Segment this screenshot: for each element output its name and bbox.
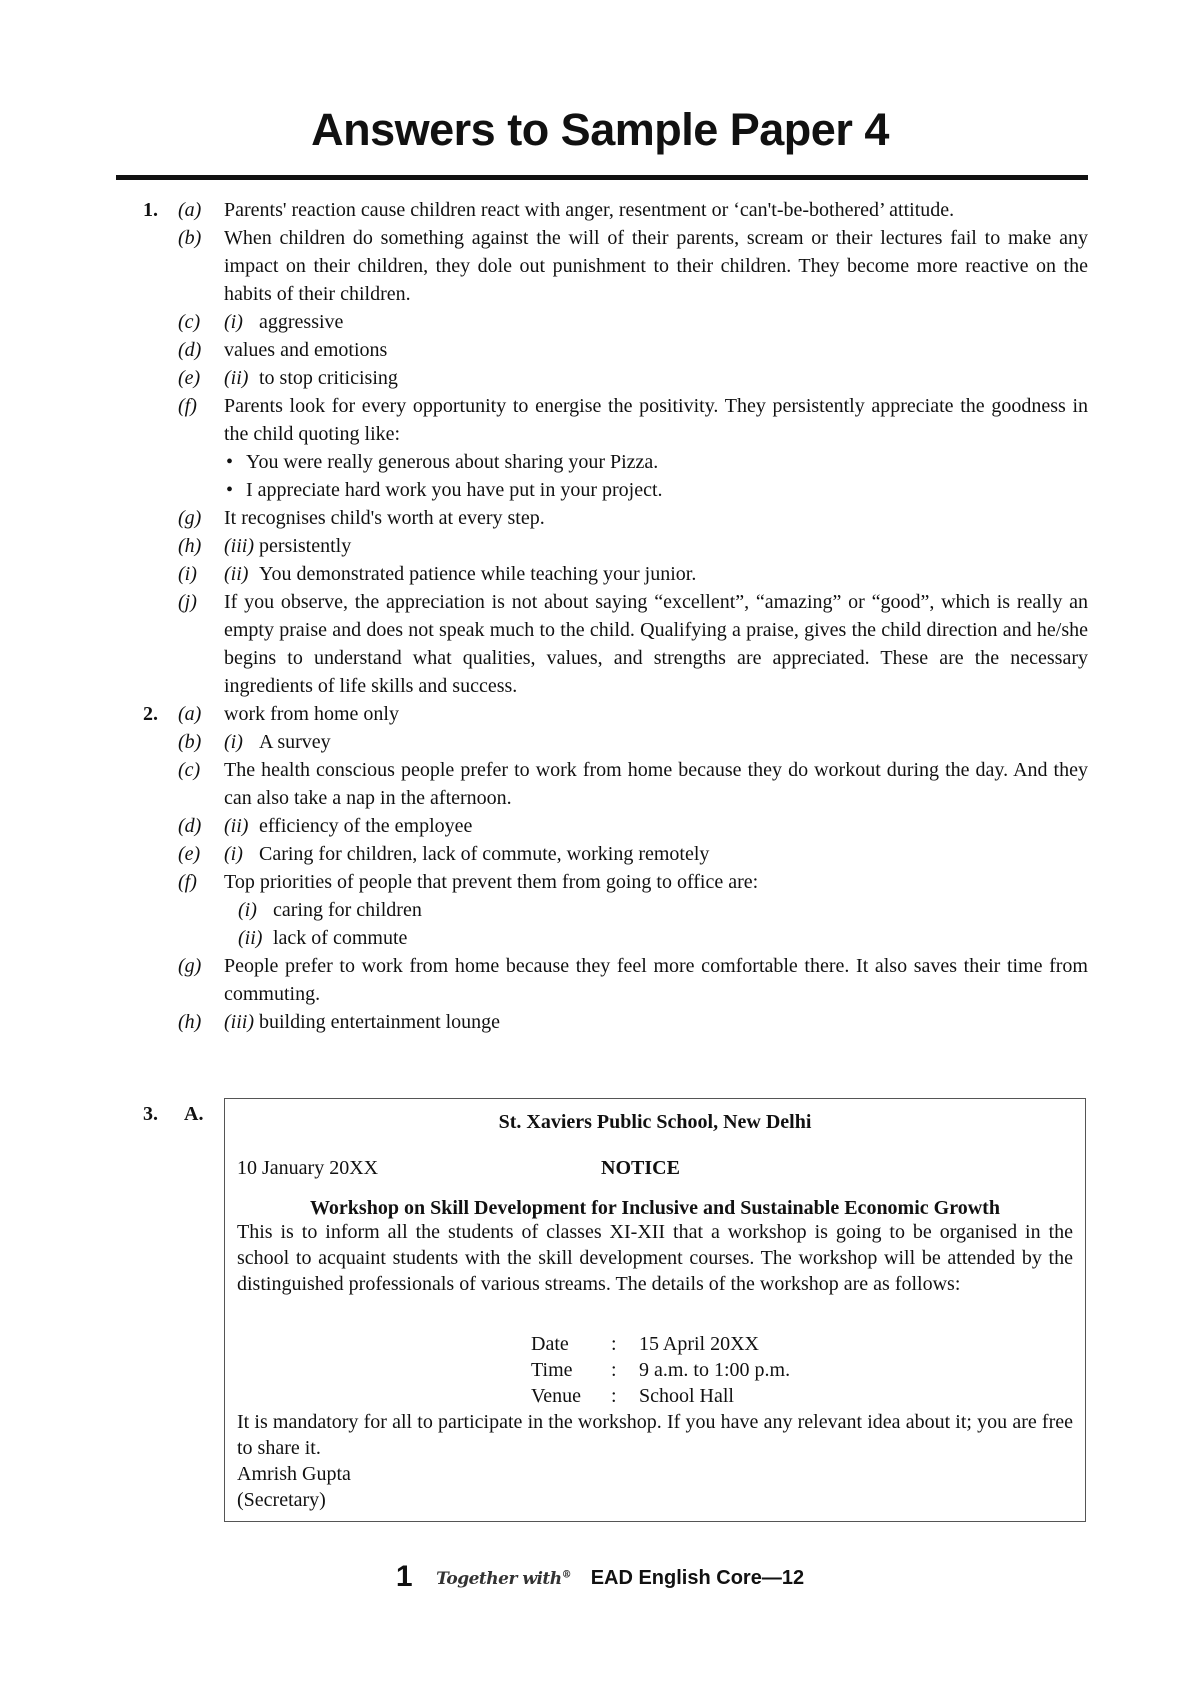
q1-d <box>0 336 1200 364</box>
answer-text: People prefer to work from home because they feel more comfortable there. It also saves their time from commuting. <box>224 955 1088 1005</box>
detail-key: Time <box>531 1359 573 1381</box>
notice-detail-row <box>531 1357 790 1383</box>
detail-value: School Hall <box>639 1385 734 1407</box>
q1-b <box>0 224 1200 308</box>
option-text: A survey <box>259 731 331 753</box>
option-text: to stop criticising <box>259 367 398 389</box>
part-label: (g) <box>178 507 202 529</box>
answer-text <box>224 308 1088 336</box>
title-rule <box>116 175 1088 180</box>
part-label: (f) <box>178 871 197 893</box>
notice-box <box>224 1098 1086 1522</box>
notice-subject: Workshop on Skill Development for Inclusive and Sustainable Economic Growth <box>310 1197 1000 1219</box>
notice-school-name: St. Xaviers Public School, New Delhi <box>498 1111 812 1133</box>
option-text: efficiency of the employee <box>259 815 473 837</box>
q1-h <box>0 532 1200 560</box>
answer-text <box>238 896 1088 924</box>
option-text: lack of commute <box>273 927 408 949</box>
q2-e <box>0 840 1200 868</box>
answer-text: When children do something against the will of their parents, scream or their lectures fail to make any impact on their children, they dole out punishment to their children. They become more reactive on the habits of their children. <box>224 227 1088 305</box>
q1-c <box>0 308 1200 336</box>
part-label: (j) <box>178 591 197 613</box>
part-label: (b) <box>178 227 202 249</box>
answer-text: Parents' reaction cause children react with anger, resentment or ‘can't-be-bothered’ attitude. <box>224 199 955 221</box>
q2-d <box>0 812 1200 840</box>
detail-value: 15 April 20XX <box>639 1333 759 1355</box>
option-label: (ii) <box>224 563 249 585</box>
q1-a <box>0 196 1200 224</box>
bullet-icon: • <box>226 451 234 473</box>
answer-text: values and emotions <box>224 339 388 361</box>
notice-paragraph: This is to inform all the students of classes XI-XII that a workshop is going to be organised in the school to acquaint students with the skill development courses. The workshop will be attended by the distinguished professionals of various streams. The details of the workshop are as follows: <box>237 1221 1073 1295</box>
part-label: (h) <box>178 1011 202 1033</box>
option-label: (ii) <box>224 815 249 837</box>
part-label: (a) <box>178 703 202 725</box>
option-text: building entertainment lounge <box>259 1011 501 1033</box>
question-number: 2. <box>143 703 158 725</box>
brand-text: Together with <box>436 1569 562 1589</box>
answer-text: Top priorities of people that prevent them from going to office are: <box>224 871 759 893</box>
part-label: (g) <box>178 955 202 977</box>
page-number: 1 <box>395 1560 413 1593</box>
part-label: (d) <box>178 815 202 837</box>
answer-text: Parents look for every opportunity to energise the positivity. They persistently appreciate the goodness in the child quoting like: <box>224 395 1088 445</box>
q2-a <box>0 700 1200 728</box>
detail-value: 9 a.m. to 1:00 p.m. <box>639 1359 791 1381</box>
answer-text <box>224 840 1088 868</box>
q1-f <box>0 392 1200 448</box>
notice-detail-row <box>531 1383 734 1409</box>
option-text: Caring for children, lack of commute, working remotely <box>259 843 710 865</box>
q1-g <box>0 504 1200 532</box>
part-label: (h) <box>178 535 202 557</box>
option-label: (iii) <box>224 535 254 557</box>
answer-text <box>224 532 1088 560</box>
part-label: (c) <box>178 759 201 781</box>
answer-text: If you observe, the appreciation is not about saying “excellent”, “amazing” or “good”, which is really an empty praise and does not speak much to the child. Qualifying a praise, gives the child direction and he/she begins to understand what qualities, values, and strengths are appreciated. These are the necessary ingredients of life skills and success. <box>224 591 1088 697</box>
q2-f-sub <box>0 924 1200 952</box>
question-number: 3. <box>143 1103 158 1125</box>
option-label: (ii) <box>238 927 263 949</box>
part-label: A. <box>184 1103 204 1125</box>
part-label: (b) <box>178 731 202 753</box>
answer-text: It recognises child's worth at every step. <box>224 507 545 529</box>
answer-text <box>224 812 1088 840</box>
option-label: (i) <box>224 731 243 753</box>
bullet-text: You were really generous about sharing your Pizza. <box>246 451 659 473</box>
option-text: You demonstrated patience while teaching your junior. <box>259 563 697 585</box>
part-label: (f) <box>178 395 197 417</box>
answer-text <box>224 560 1088 588</box>
option-label: (i) <box>238 899 257 921</box>
answers-body <box>0 196 1200 1036</box>
option-text: caring for children <box>273 899 422 921</box>
answer-text <box>238 924 1088 952</box>
answer-text <box>224 728 1088 756</box>
q1-i <box>0 560 1200 588</box>
answer-text: work from home only <box>224 703 399 725</box>
q1-f-bullet <box>0 476 1200 504</box>
q2-f-sub <box>0 896 1200 924</box>
part-label: (e) <box>178 843 201 865</box>
option-text: aggressive <box>259 311 344 333</box>
part-label: (a) <box>178 199 202 221</box>
question-number: 1. <box>143 199 158 221</box>
registered-mark: ® <box>561 1569 572 1581</box>
part-label: (i) <box>178 563 197 585</box>
notice-signatory: Amrish Gupta <box>237 1463 351 1485</box>
part-label: (e) <box>178 367 201 389</box>
q2-b <box>0 728 1200 756</box>
answer-text <box>224 364 1088 392</box>
q2-c <box>0 756 1200 812</box>
book-title: EAD English Core—12 <box>590 1567 805 1589</box>
notice-detail-row <box>531 1331 759 1357</box>
option-label: (i) <box>224 843 243 865</box>
q1-e <box>0 364 1200 392</box>
notice-designation: (Secretary) <box>237 1489 326 1511</box>
part-label: (d) <box>178 339 202 361</box>
detail-colon: : <box>611 1333 617 1355</box>
bullet-icon: • <box>226 479 234 501</box>
option-label: (iii) <box>224 1011 254 1033</box>
option-text: persistently <box>259 535 352 557</box>
q2-g <box>0 952 1200 1008</box>
brand-logo <box>436 1569 571 1589</box>
page-title: Answers to Sample Paper 4 <box>311 104 889 155</box>
detail-key: Date <box>531 1333 569 1355</box>
answer-text <box>224 1008 1088 1036</box>
answer-text: The health conscious people prefer to work from home because they do workout during the day. And they can also take a nap in the afternoon. <box>224 759 1088 809</box>
option-label: (i) <box>224 311 243 333</box>
bullet-text: I appreciate hard work you have put in your project. <box>246 479 663 501</box>
detail-colon: : <box>611 1359 617 1381</box>
q2-f <box>0 868 1200 896</box>
notice-paragraph: It is mandatory for all to participate in the workshop. If you have any relevant idea about it; you are free to share it. <box>237 1411 1073 1459</box>
detail-key: Venue <box>531 1385 581 1407</box>
q1-f-bullet <box>0 448 1200 476</box>
detail-colon: : <box>611 1385 617 1407</box>
q2-h <box>0 1008 1200 1036</box>
q1-j <box>0 588 1200 700</box>
part-label: (c) <box>178 311 201 333</box>
notice-heading: NOTICE <box>601 1157 680 1179</box>
notice-date: 10 January 20XX <box>237 1157 379 1179</box>
page-footer <box>0 1560 1200 1594</box>
option-label: (ii) <box>224 367 249 389</box>
